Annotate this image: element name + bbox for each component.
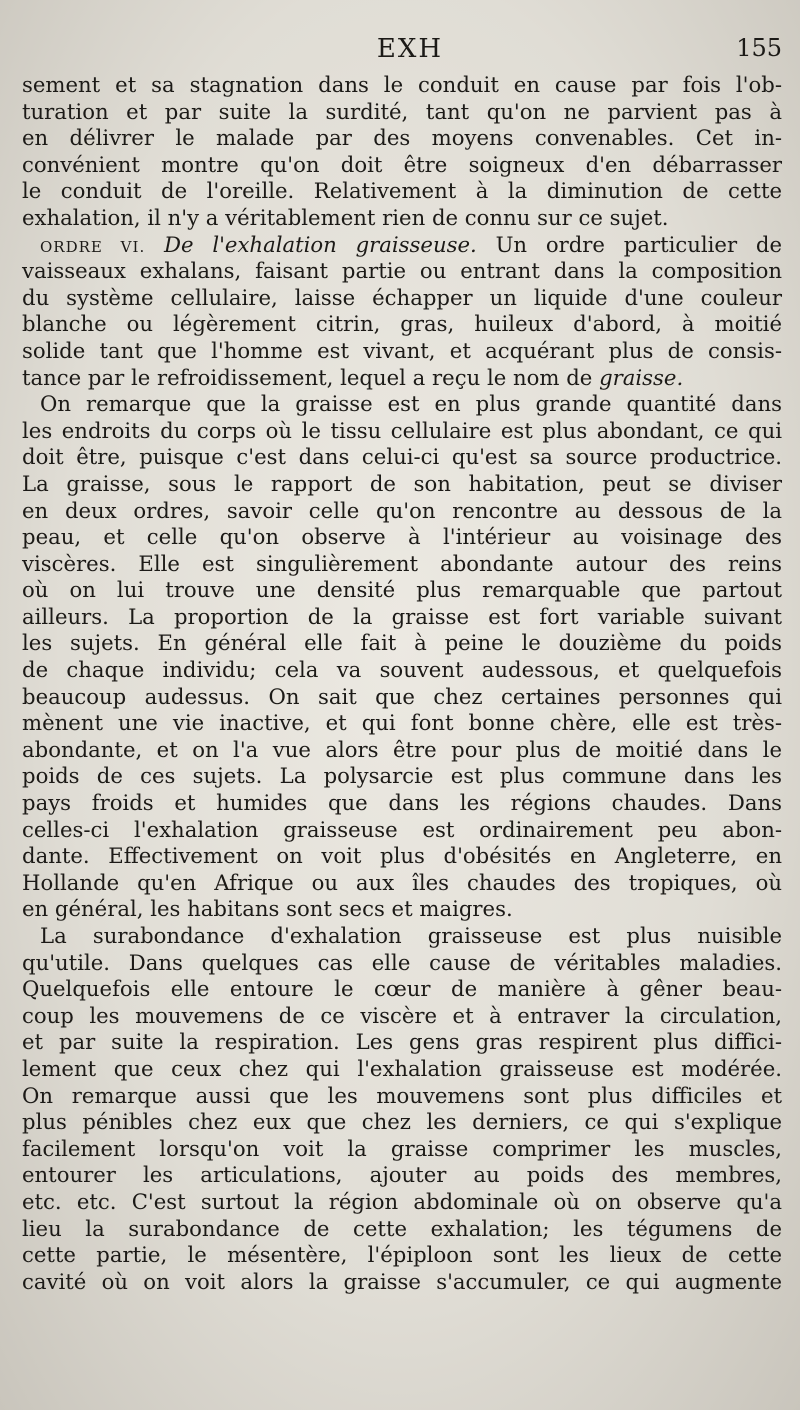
text-line: les sujets. En général elle fait à peine le douzième du poids — [22, 630, 782, 656]
text-line: mènent une vie inactive, et qui font bonne chère, elle est très- — [22, 710, 782, 736]
text-line: beaucoup audessus. On sait que chez certaines personnes qui — [22, 683, 782, 709]
text-line: de chaque individu; cela va souvent audessous, et quelquefois — [22, 657, 782, 683]
text-line — [22, 365, 782, 392]
section-first-line-text: Un ordre particulier de — [495, 231, 782, 257]
text-line: lieu la surabondance de cette exhalation; les tégumens de — [22, 1215, 782, 1241]
text-line: et par suite la respiration. Les gens gras respirent plus diffici- — [22, 1029, 782, 1055]
page-number: 155 — [736, 34, 782, 62]
text-line: facilement lorsqu'on voit la graisse comprimer les muscles, — [22, 1135, 782, 1161]
section-title: De l'exhalation graisseuse. — [164, 231, 477, 257]
text-line: Hollande qu'en Afrique ou aux îles chaudes des tropiques, où — [22, 869, 782, 895]
text-line: convénient montre qu'on doit être soigneux d'en débarrasser — [22, 151, 782, 177]
paragraph-first-line: La surabondance d'exhalation graisseuse est plus nuisible — [40, 923, 782, 948]
text-line: dante. Effectivement on voit plus d'obésités en Angleterre, en — [22, 843, 782, 869]
text-line: cavité où on voit alors la graisse s'accumuler, ce qui augmente — [22, 1268, 782, 1294]
section-label: ORDRE VI. — [40, 237, 146, 256]
text-line: coup les mouvemens de ce viscère et à entraver la circulation, — [22, 1002, 782, 1028]
term-graisse: graisse. — [599, 364, 684, 390]
text-line: vaisseaux exhalans, faisant partie ou entrant dans la composition — [22, 258, 782, 284]
text-line: peau, et celle qu'on observe à l'intérieur au voisinage des — [22, 524, 782, 550]
text-line: sement et sa stagnation dans le conduit en cause par fois l'ob- — [22, 72, 782, 97]
running-head: EXH — [376, 34, 444, 64]
text-line: turation et par suite la surdité, tant qu'on ne parvient pas à — [22, 98, 782, 124]
text-line: pays froids et humides que dans les régions chaudes. Dans — [22, 790, 782, 816]
text-line: On remarque aussi que les mouvemens sont plus difficiles et — [22, 1082, 782, 1108]
text-line: poids de ces sujets. La polysarcie est plus commune dans les — [22, 763, 782, 789]
text-line: en général, les habitans sont secs et maigres. — [22, 896, 513, 922]
text-line: lement que ceux chez qui l'exhalation graisseuse est modérée. — [22, 1055, 782, 1081]
text-line: où on lui trouve une densité plus remarquable que partout — [22, 577, 782, 603]
text-line: exhalation, il n'y a véritablement rien de connu sur ce sujet. — [22, 204, 669, 230]
text-line: solide tant que l'homme est vivant, et acquérant plus de consis- — [22, 337, 782, 363]
text-line: celles-ci l'exhalation graisseuse est ordinairement peu abon- — [22, 816, 782, 842]
text-line: entourer les articulations, ajouter au poids des membres, — [22, 1162, 782, 1188]
text-line: le conduit de l'oreille. Relativement à la diminution de cette — [22, 178, 782, 204]
text-line: ailleurs. La proportion de la graisse est fort variable suivant — [22, 603, 782, 629]
text-line: blanche ou légèrement citrin, gras, huileux d'abord, à moitié — [22, 311, 782, 337]
text-line: du système cellulaire, laisse échapper un liquide d'une couleur — [22, 284, 782, 310]
text-line: abondante, et on l'a vue alors être pour plus de moitié dans le — [22, 736, 782, 762]
text-line: en deux ordres, savoir celle qu'on rencontre au dessous de la — [22, 497, 782, 523]
text-line: plus pénibles chez eux que chez les derniers, ce qui s'explique — [22, 1109, 782, 1135]
text-line: les endroits du corps où le tissu cellulaire est plus abondant, ce qui — [22, 417, 782, 443]
text-line: en délivrer le malade par des moyens convenables. Cet in- — [22, 125, 782, 151]
text-line-start: tance par le refroidissement, lequel a reçu le nom de — [22, 364, 600, 390]
text-line: Quelquefois elle entoure le cœur de manière à gêner beau- — [22, 976, 782, 1002]
body-text — [22, 72, 782, 1295]
paragraph-first-line: On remarque que la graisse est en plus grande quantité dans — [40, 391, 782, 417]
page-header — [20, 30, 800, 70]
text-line: viscères. Elle est singulièrement abondante autour des reins — [22, 550, 782, 576]
text-line: doit être, puisque c'est dans celui-ci qu'est sa source productrice. — [22, 444, 782, 470]
text-line: La graisse, sous le rapport de son habitation, peut se diviser — [22, 470, 782, 496]
text-line: etc. etc. C'est surtout la région abdominale où on observe qu'a — [22, 1188, 782, 1214]
text-line: qu'utile. Dans quelques cas elle cause de véritables maladies. — [22, 949, 782, 975]
section-heading-line — [22, 232, 782, 259]
text-line: cette partie, le mésentère, l'épiploon sont les lieux de cette — [22, 1242, 782, 1268]
